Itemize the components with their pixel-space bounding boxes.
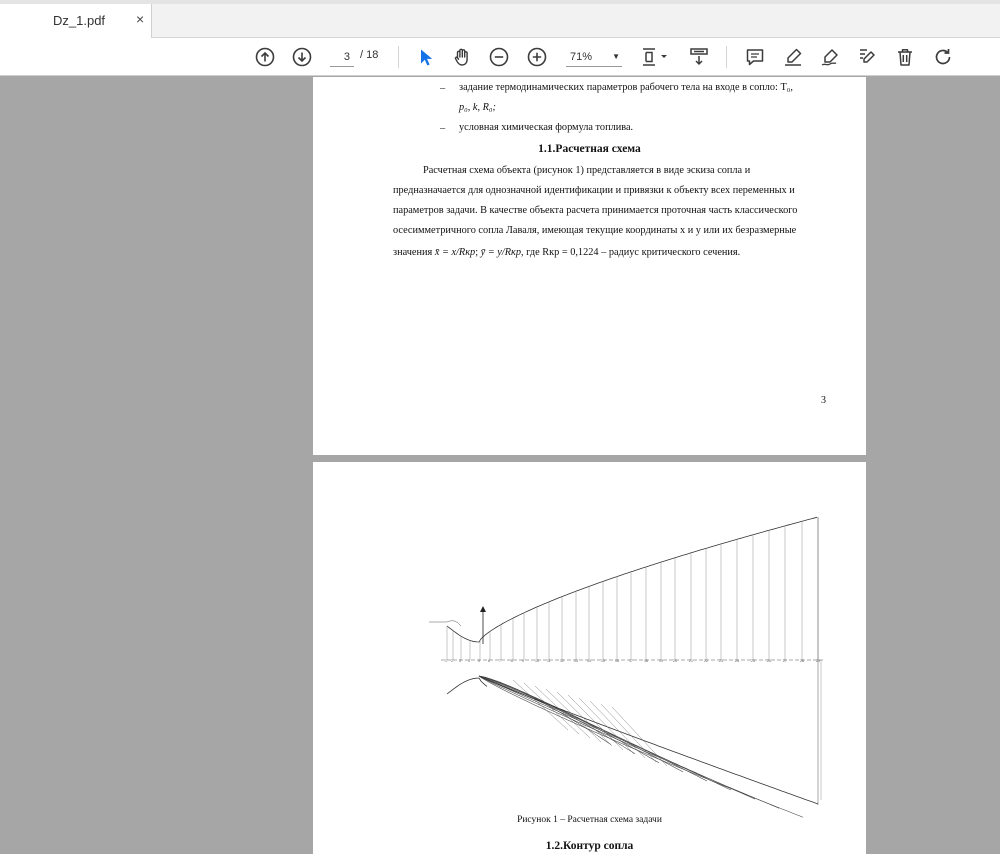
- page-number: 3: [821, 395, 826, 406]
- tab-bar: [0, 4, 1000, 38]
- pen-draw-icon: [819, 46, 841, 68]
- hand-tool-button[interactable]: [451, 46, 473, 68]
- axis-station-label: 14: [587, 659, 591, 663]
- tab-title[interactable]: Dz_1.pdf: [53, 13, 106, 28]
- y-axis-arrow: [480, 606, 486, 612]
- edit-text-button[interactable]: [856, 46, 878, 68]
- document-viewer[interactable]: [0, 77, 1000, 854]
- mesh-line: [524, 683, 579, 734]
- axis-station-label: 23: [719, 659, 723, 663]
- mesh-line: [568, 695, 623, 750]
- axis-station-label: 25: [751, 659, 755, 663]
- inlet-arc: [447, 621, 461, 626]
- characteristic-line: [479, 676, 803, 817]
- axis-station-label: 16: [615, 659, 619, 663]
- axis-station-label: 10: [535, 659, 539, 663]
- axis-station-label: 8: [511, 659, 513, 663]
- add-comment-button[interactable]: [744, 46, 766, 68]
- nozzle-upper-contour: [447, 517, 817, 642]
- select-tool-button[interactable]: [414, 46, 436, 68]
- hand-icon: [451, 46, 473, 68]
- zoom-out-button[interactable]: [488, 46, 510, 68]
- bullet-item: [459, 118, 633, 138]
- formula-x: x̄ = x/Rкр: [434, 247, 476, 258]
- next-page-button[interactable]: [291, 46, 313, 68]
- mesh-line: [546, 689, 601, 742]
- zoom-level-dropdown[interactable]: [566, 47, 622, 67]
- bullet-text-cont: p₀, k, R₀;: [459, 102, 496, 113]
- highlight-button[interactable]: [782, 46, 804, 68]
- axis-station-label: 2: [451, 659, 453, 663]
- toolbar-divider: [398, 46, 399, 68]
- minus-circle-icon: [488, 46, 510, 68]
- highlighter-icon: [782, 46, 804, 68]
- axis-station-label: 4: [468, 659, 470, 663]
- paragraph-line: предназначается для однозначной идентификации и привязки к объекту всех переменных и: [393, 185, 795, 196]
- figure-caption: Рисунок 1 – Расчетная схема задачи: [517, 815, 662, 825]
- characteristic-line: [479, 676, 683, 772]
- formula-suffix: , где Rкр = 0,1224 – радиус критического сечения.: [520, 247, 741, 258]
- scroll-mode-button[interactable]: [688, 46, 710, 68]
- formula-line: значения x̄ = x/Rкр; ȳ = y/Rкр, где Rкр = 0,1224 – радиус критического сечения.: [393, 247, 741, 258]
- axis-station-label: 19: [659, 659, 663, 663]
- delete-button[interactable]: [894, 46, 916, 68]
- section-heading: 1.1.Расчетная схема: [538, 143, 641, 155]
- axis-station-label: 27: [783, 659, 787, 663]
- axis-station-label: 11: [547, 659, 551, 663]
- axis-station-label: 15: [601, 659, 605, 663]
- trash-icon: [894, 46, 916, 68]
- pdf-page-3: [313, 77, 866, 455]
- cursor-arrow-icon: [414, 46, 436, 68]
- axis-station-label: 24: [735, 659, 739, 663]
- zoom-level-value: 71%: [570, 51, 593, 63]
- plus-circle-icon: [526, 46, 548, 68]
- pdf-page-4: [313, 462, 866, 854]
- fit-page-button[interactable]: [640, 46, 670, 68]
- mesh-line: [612, 707, 667, 766]
- page-number-input[interactable]: 3: [330, 47, 354, 67]
- page-total: / 18: [360, 49, 379, 61]
- nozzle-scheme-figure: [313, 462, 866, 822]
- previous-page-button[interactable]: [254, 46, 276, 68]
- mesh-line: [590, 701, 645, 758]
- axis-station-label: 12: [560, 659, 564, 663]
- body-paragraph: [393, 161, 827, 263]
- document-tab[interactable]: [0, 4, 152, 38]
- formula-y: ȳ = y/Rкр: [480, 247, 521, 258]
- paragraph-line: Расчетная схема объекта (рисунок 1) представляется в виде эскиза сопла и: [423, 165, 751, 176]
- bullet-dash: –: [440, 123, 446, 134]
- bullet-text: условная химическая формула топлива.: [459, 122, 634, 133]
- axis-station-label: 26: [767, 659, 771, 663]
- chevron-down-icon: ▼: [612, 52, 620, 61]
- bullet-item: [459, 78, 829, 118]
- toolbar: [0, 38, 1000, 76]
- rotate-clockwise-icon: [932, 46, 954, 68]
- draw-button[interactable]: [819, 46, 841, 68]
- axis-station-labels: [445, 659, 820, 663]
- characteristic-line: [479, 676, 659, 763]
- axis-station-label: 22: [704, 659, 708, 663]
- axis-station-label: 1: [445, 659, 447, 663]
- paragraph-line: осесимметричного сопла Лаваля, имеющая текущие координаты x и y или их безразмерные: [393, 225, 797, 236]
- edit-text-icon: [856, 46, 878, 68]
- mesh-line: [535, 686, 590, 738]
- section-heading: 1.2.Контур сопла: [545, 840, 634, 852]
- axis-station-label: 21: [689, 659, 693, 663]
- axis-station-label: 7: [499, 659, 501, 663]
- formula-prefix: значения: [393, 247, 433, 258]
- toolbar-divider: [726, 46, 727, 68]
- axis-station-label: 18: [644, 659, 648, 663]
- nozzle-drawing: [429, 517, 825, 817]
- axis-station-label: 20: [673, 659, 677, 663]
- zoom-in-button[interactable]: [526, 46, 548, 68]
- axis-station-label: 9: [522, 659, 524, 663]
- axis-station-label: 17: [629, 659, 633, 663]
- axis-station-label: 13: [574, 659, 578, 663]
- axis-station-label: 6: [488, 659, 490, 663]
- paragraph-line: параметров задачи. В качестве объекта расчета принимается проточная часть классического: [393, 205, 798, 216]
- bullet-text: задание термодинамических параметров рабочего тела на входе в сопло: T₀,: [459, 82, 793, 93]
- arrow-up-circle-icon: [254, 46, 276, 68]
- axis-station-label: 29: [816, 659, 820, 663]
- comment-icon: [744, 46, 766, 68]
- mesh-line: [513, 680, 568, 730]
- scroll-mode-icon: [688, 46, 710, 68]
- nozzle-lower-contour: [447, 678, 487, 694]
- bullet-dash: –: [440, 83, 446, 94]
- axis-station-label: 3: [459, 659, 461, 663]
- axis-station-label: 28: [800, 659, 804, 663]
- arrow-down-circle-icon: [291, 46, 313, 68]
- rotate-button[interactable]: [932, 46, 954, 68]
- tab-close-icon[interactable]: ×: [136, 11, 145, 27]
- axis-station-label: 5: [478, 659, 480, 663]
- fit-page-icon: [640, 46, 670, 68]
